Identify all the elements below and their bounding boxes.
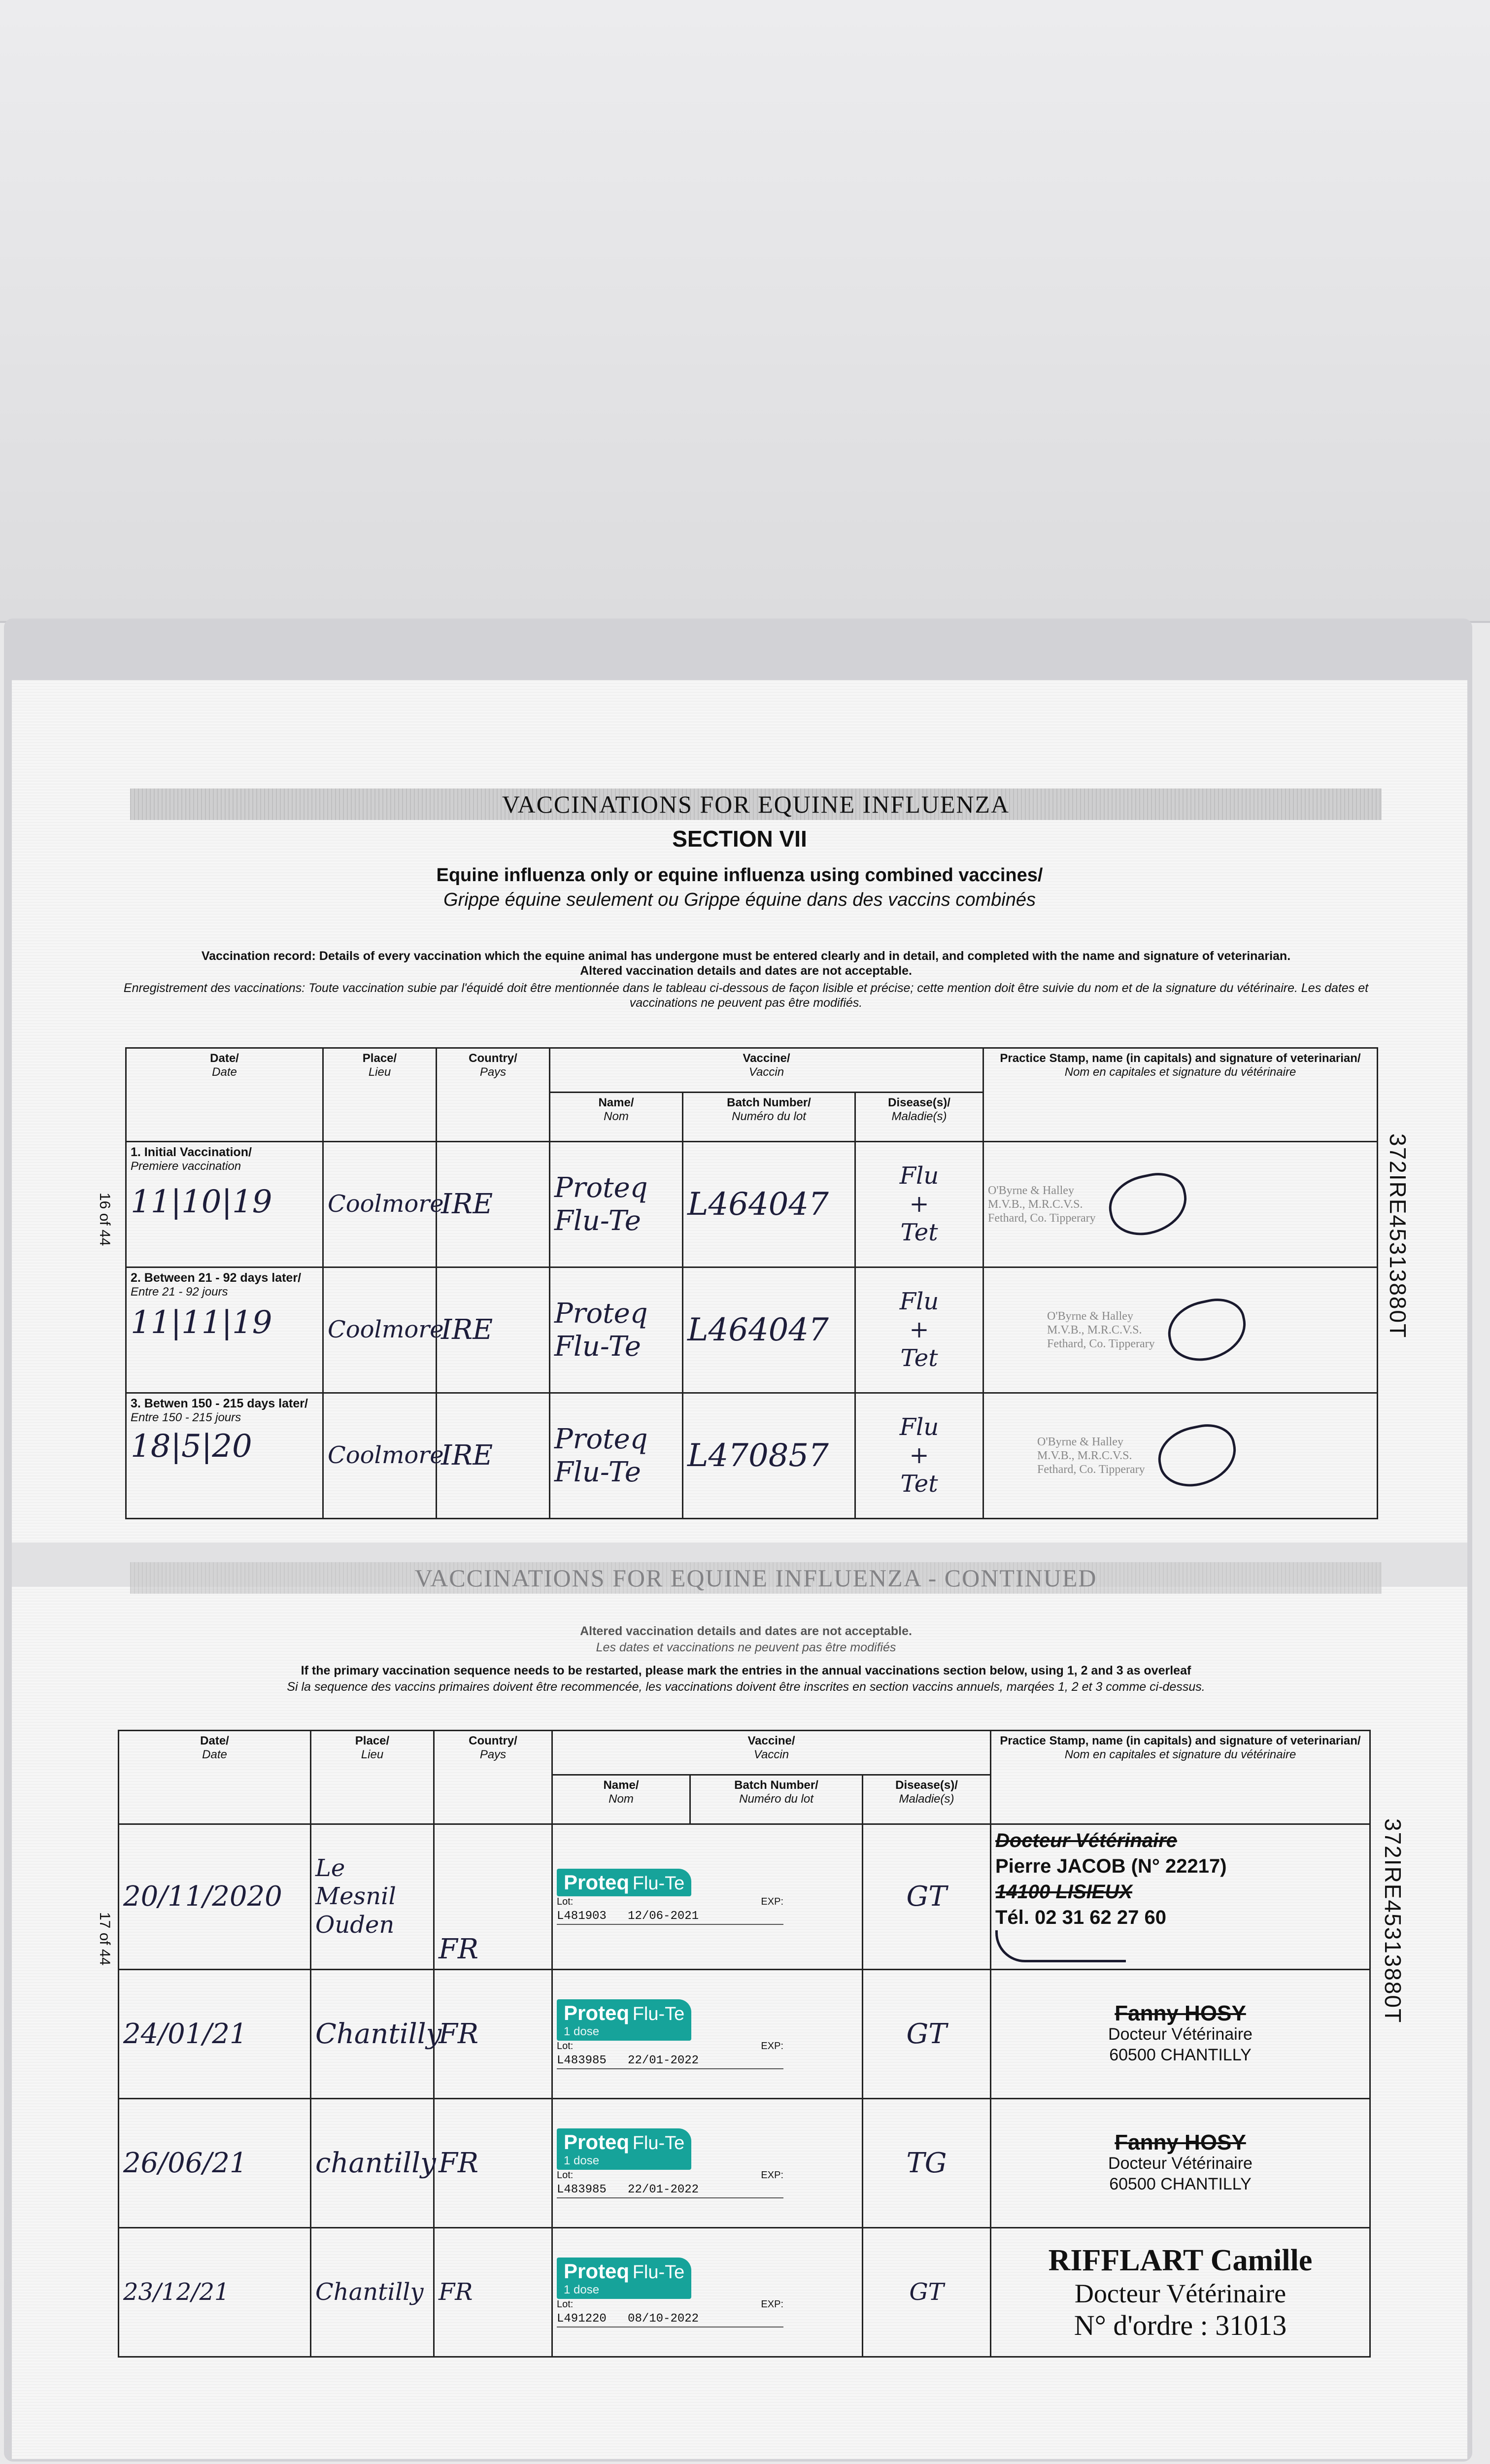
table-row [126, 1393, 1378, 1519]
place-value: Chantilly [315, 2018, 442, 2050]
date-value: 20/11/2020 [123, 1881, 282, 1913]
vaccine-label: Proteq Flu-Te 1 dose Lot: EXP: L483985 22/01-2022 [552, 2099, 863, 2228]
header-vaccine: Vaccine/ Vaccin [552, 1731, 991, 1775]
section-banner: VACCINATIONS FOR EQUINE INFLUENZA [130, 788, 1382, 820]
disease-line-2: + [909, 1316, 929, 1344]
date-value: 11|11|19 [131, 1304, 272, 1341]
section-title: SECTION VII [672, 826, 807, 852]
practice-stamp: O'Byrne & Halley M.V.B., M.R.C.V.S. Fethard, Co. Tipperary [1047, 1310, 1155, 1350]
disease-value: GT [906, 1881, 947, 1913]
date-value: 18|5|20 [131, 1428, 252, 1465]
country-value: FR [439, 1933, 479, 1965]
expiry-date: 22/01-2022 [628, 2183, 699, 2196]
vaccine-line-1: Proteq [554, 1171, 648, 1204]
table-row [119, 1824, 1370, 1970]
plastic-sleeve [0, 0, 1490, 623]
disease-line-1: Flu [899, 1413, 939, 1441]
disease-value: GT [906, 2018, 947, 2050]
place-value: Coolmore [328, 1441, 444, 1470]
vet-stamp: Fanny HOSY Docteur Vétérinaire 60500 CHANTILLY [991, 1970, 1370, 2099]
place-value: Chantilly [315, 2278, 424, 2306]
disease-line-2: + [909, 1441, 929, 1470]
vaccine-line-1: Proteq [554, 1297, 648, 1330]
disease-line-3: Tet [900, 1344, 938, 1372]
date-value: 11|10|19 [131, 1184, 272, 1220]
vaccine-line-1: Proteq [554, 1423, 648, 1455]
header-practice: Practice Stamp, name (in capitals) and signature of veterinarian/ Nom en capitales et signature du vétérinaire [991, 1731, 1370, 1824]
lot-number: L491220 [557, 2312, 607, 2326]
vet-signature [1153, 1419, 1242, 1493]
passport-page-16 [12, 680, 1467, 1547]
table-row [119, 2099, 1370, 2228]
horse-id: 372IRE45313880T [1385, 1133, 1411, 1339]
record-note-fr: Enregistrement des vaccinations: Toute vaccination subie par l'équidé doit être mentionnée dans le tableau ci-dessous de façon lisible et précise; cette mention doit être suivie du nom et de la signature du vétérinaire. Les dates et vaccinations ne peuvent pas être modifiés. [123, 981, 1369, 1010]
disease-value: TG [906, 2147, 947, 2179]
place-value: chantilly [315, 2147, 436, 2179]
vet-stamp: Fanny HOSY Docteur Vétérinaire 60500 CHANTILLY [991, 2099, 1370, 2228]
page-number: 17 of 44 [97, 1912, 113, 1966]
restart-note-en: If the primary vaccination sequence needs to be restarted, please mark the entries in the annual vaccinations section below, using 1, 2 and 3 as overleaf [301, 1664, 1191, 1677]
country-value: IRE [441, 1314, 493, 1346]
row-date-cell [126, 1393, 323, 1519]
lot-number: L481903 [557, 1910, 607, 1923]
vaccine-label: Proteq Flu-Te 1 dose Lot: EXP: L491220 08/10-2022 [552, 2228, 863, 2357]
expiry-date: 08/10-2022 [628, 2312, 699, 2326]
continued-note-en: Altered vaccination details and dates are not acceptable. [580, 1624, 912, 1638]
disease-value: GT [909, 2278, 944, 2306]
disease-line-1: Flu [899, 1162, 939, 1190]
row-date-cell [126, 1142, 323, 1267]
lot-number: L483985 [557, 2053, 607, 2067]
row-label: 2. Between 21 - 92 days later/ Entre 21 - 92 jours [131, 1271, 302, 1299]
practice-stamp: O'Byrne & Halley M.V.B., M.R.C.V.S. Fethard, Co. Tipperary [988, 1184, 1096, 1225]
expiry-date: 22/01-2022 [628, 2053, 699, 2067]
place-value-2: Ouden [315, 1911, 395, 1939]
vaccine-label: Proteq Flu-Te 1 dose Lot: EXP: L483985 22/01-2022 [552, 1970, 863, 2099]
batch-value: L464047 [687, 1311, 829, 1348]
header-vaccine: Vaccine/ Vaccin [550, 1048, 983, 1093]
header-practice: Practice Stamp, name (in capitals) and signature of veterinarian/ Nom en capitales et signature du vétérinaire [983, 1048, 1378, 1142]
country-value: IRE [441, 1439, 493, 1472]
header-disease: Disease(s)/ Maladie(s) [863, 1775, 991, 1824]
header-country: Country/ Pays [434, 1731, 552, 1824]
disease-line-2: + [909, 1190, 929, 1218]
vet-stamp: RIFFLART Camille Docteur Vétérinaire N° d'ordre : 31013 [991, 2228, 1370, 2357]
header-date: Date/ Date [119, 1731, 311, 1824]
header-place: Place/ Lieu [323, 1048, 437, 1142]
date-value: 23/12/21 [123, 2278, 230, 2306]
disease-line-3: Tet [900, 1218, 938, 1246]
place-value: Le Mesnil [315, 1854, 396, 1911]
vaccine-line-2: Flu-Te [554, 1205, 641, 1237]
country-value: IRE [441, 1188, 493, 1221]
batch-value: L470857 [687, 1437, 829, 1474]
place-value: Coolmore [328, 1190, 444, 1218]
table-row [126, 1267, 1378, 1393]
lot-number: L483985 [557, 2183, 607, 2196]
disease-line-3: Tet [900, 1470, 938, 1498]
primary-vaccination-table [125, 1047, 1378, 1519]
table-row [119, 2228, 1370, 2357]
row-date-cell [126, 1267, 323, 1393]
header-disease: Disease(s)/ Maladie(s) [855, 1093, 983, 1142]
expiry-date: 12/06-2021 [628, 1910, 699, 1923]
place-value: Coolmore [328, 1316, 444, 1344]
country-value: FR [439, 2278, 473, 2306]
subtitle-en: Equine influenza only or equine influenza using combined vaccines/ [436, 865, 1043, 886]
header-place: Place/ Lieu [311, 1731, 434, 1824]
country-value: FR [439, 2018, 479, 2050]
vet-signature [1104, 1167, 1193, 1242]
vaccine-label: Proteq Flu-Te Lot: EXP: L481903 12/06-2021 [552, 1824, 863, 1970]
header-batch: Batch Number/ Numéro du lot [690, 1775, 863, 1824]
horse-id: 372IRE45313880T [1380, 1818, 1406, 2024]
vet-stamp: Docteur Vétérinaire Pierre JACOB (N° 22217) 14100 LISIEUX Tél. 02 31 62 27 60 [991, 1824, 1370, 1970]
passport-page-17 [12, 1542, 1467, 2459]
record-note-en-2: Altered vaccination details and dates are not acceptable. [580, 964, 912, 978]
header-name: Name/ Nom [550, 1093, 683, 1142]
disease-line-1: Flu [899, 1287, 939, 1315]
header-batch: Batch Number/ Numéro du lot [683, 1093, 855, 1142]
continued-banner: VACCINATIONS FOR EQUINE INFLUENZA - CONTINUED [130, 1562, 1382, 1594]
table-row [126, 1142, 1378, 1267]
row-label: 3. Betwen 150 - 215 days later/ Entre 150 - 215 jours [131, 1397, 308, 1424]
header-country: Country/ Pays [437, 1048, 550, 1142]
subtitle-fr: Grippe équine seulement ou Grippe équine dans des vaccins combinés [443, 890, 1036, 910]
page-number: 16 of 44 [97, 1193, 113, 1246]
record-note-en: Vaccination record: Details of every vaccination which the equine animal has undergone must be entered clearly and in detail, and completed with the name and signature of veterinarian. [201, 949, 1291, 963]
vet-signature [1163, 1293, 1252, 1368]
continued-note-fr: Les dates et vaccinations ne peuvent pas être modifiés [596, 1641, 896, 1654]
date-value: 24/01/21 [123, 2018, 247, 2050]
row-label: 1. Initial Vaccination/ Premiere vaccination [131, 1145, 252, 1173]
vet-signature [995, 1930, 1126, 1962]
header-date: Date/ Date [126, 1048, 323, 1142]
table-row [119, 1970, 1370, 2099]
practice-stamp: O'Byrne & Halley M.V.B., M.R.C.V.S. Fethard, Co. Tipperary [1037, 1436, 1145, 1476]
annual-vaccination-table [118, 1730, 1371, 2358]
date-value: 26/06/21 [123, 2147, 247, 2179]
header-name: Name/ Nom [552, 1775, 690, 1824]
restart-note-fr: Si la sequence des vaccins primaires doivent être recommencée, les vaccinations doivent être inscrites en section vaccins annuels, marqées 1, 2 et 3 comme ci-dessus. [287, 1680, 1205, 1694]
batch-value: L464047 [687, 1186, 829, 1223]
vaccine-line-2: Flu-Te [554, 1456, 641, 1488]
country-value: FR [439, 2147, 479, 2179]
vaccine-line-2: Flu-Te [554, 1331, 641, 1363]
